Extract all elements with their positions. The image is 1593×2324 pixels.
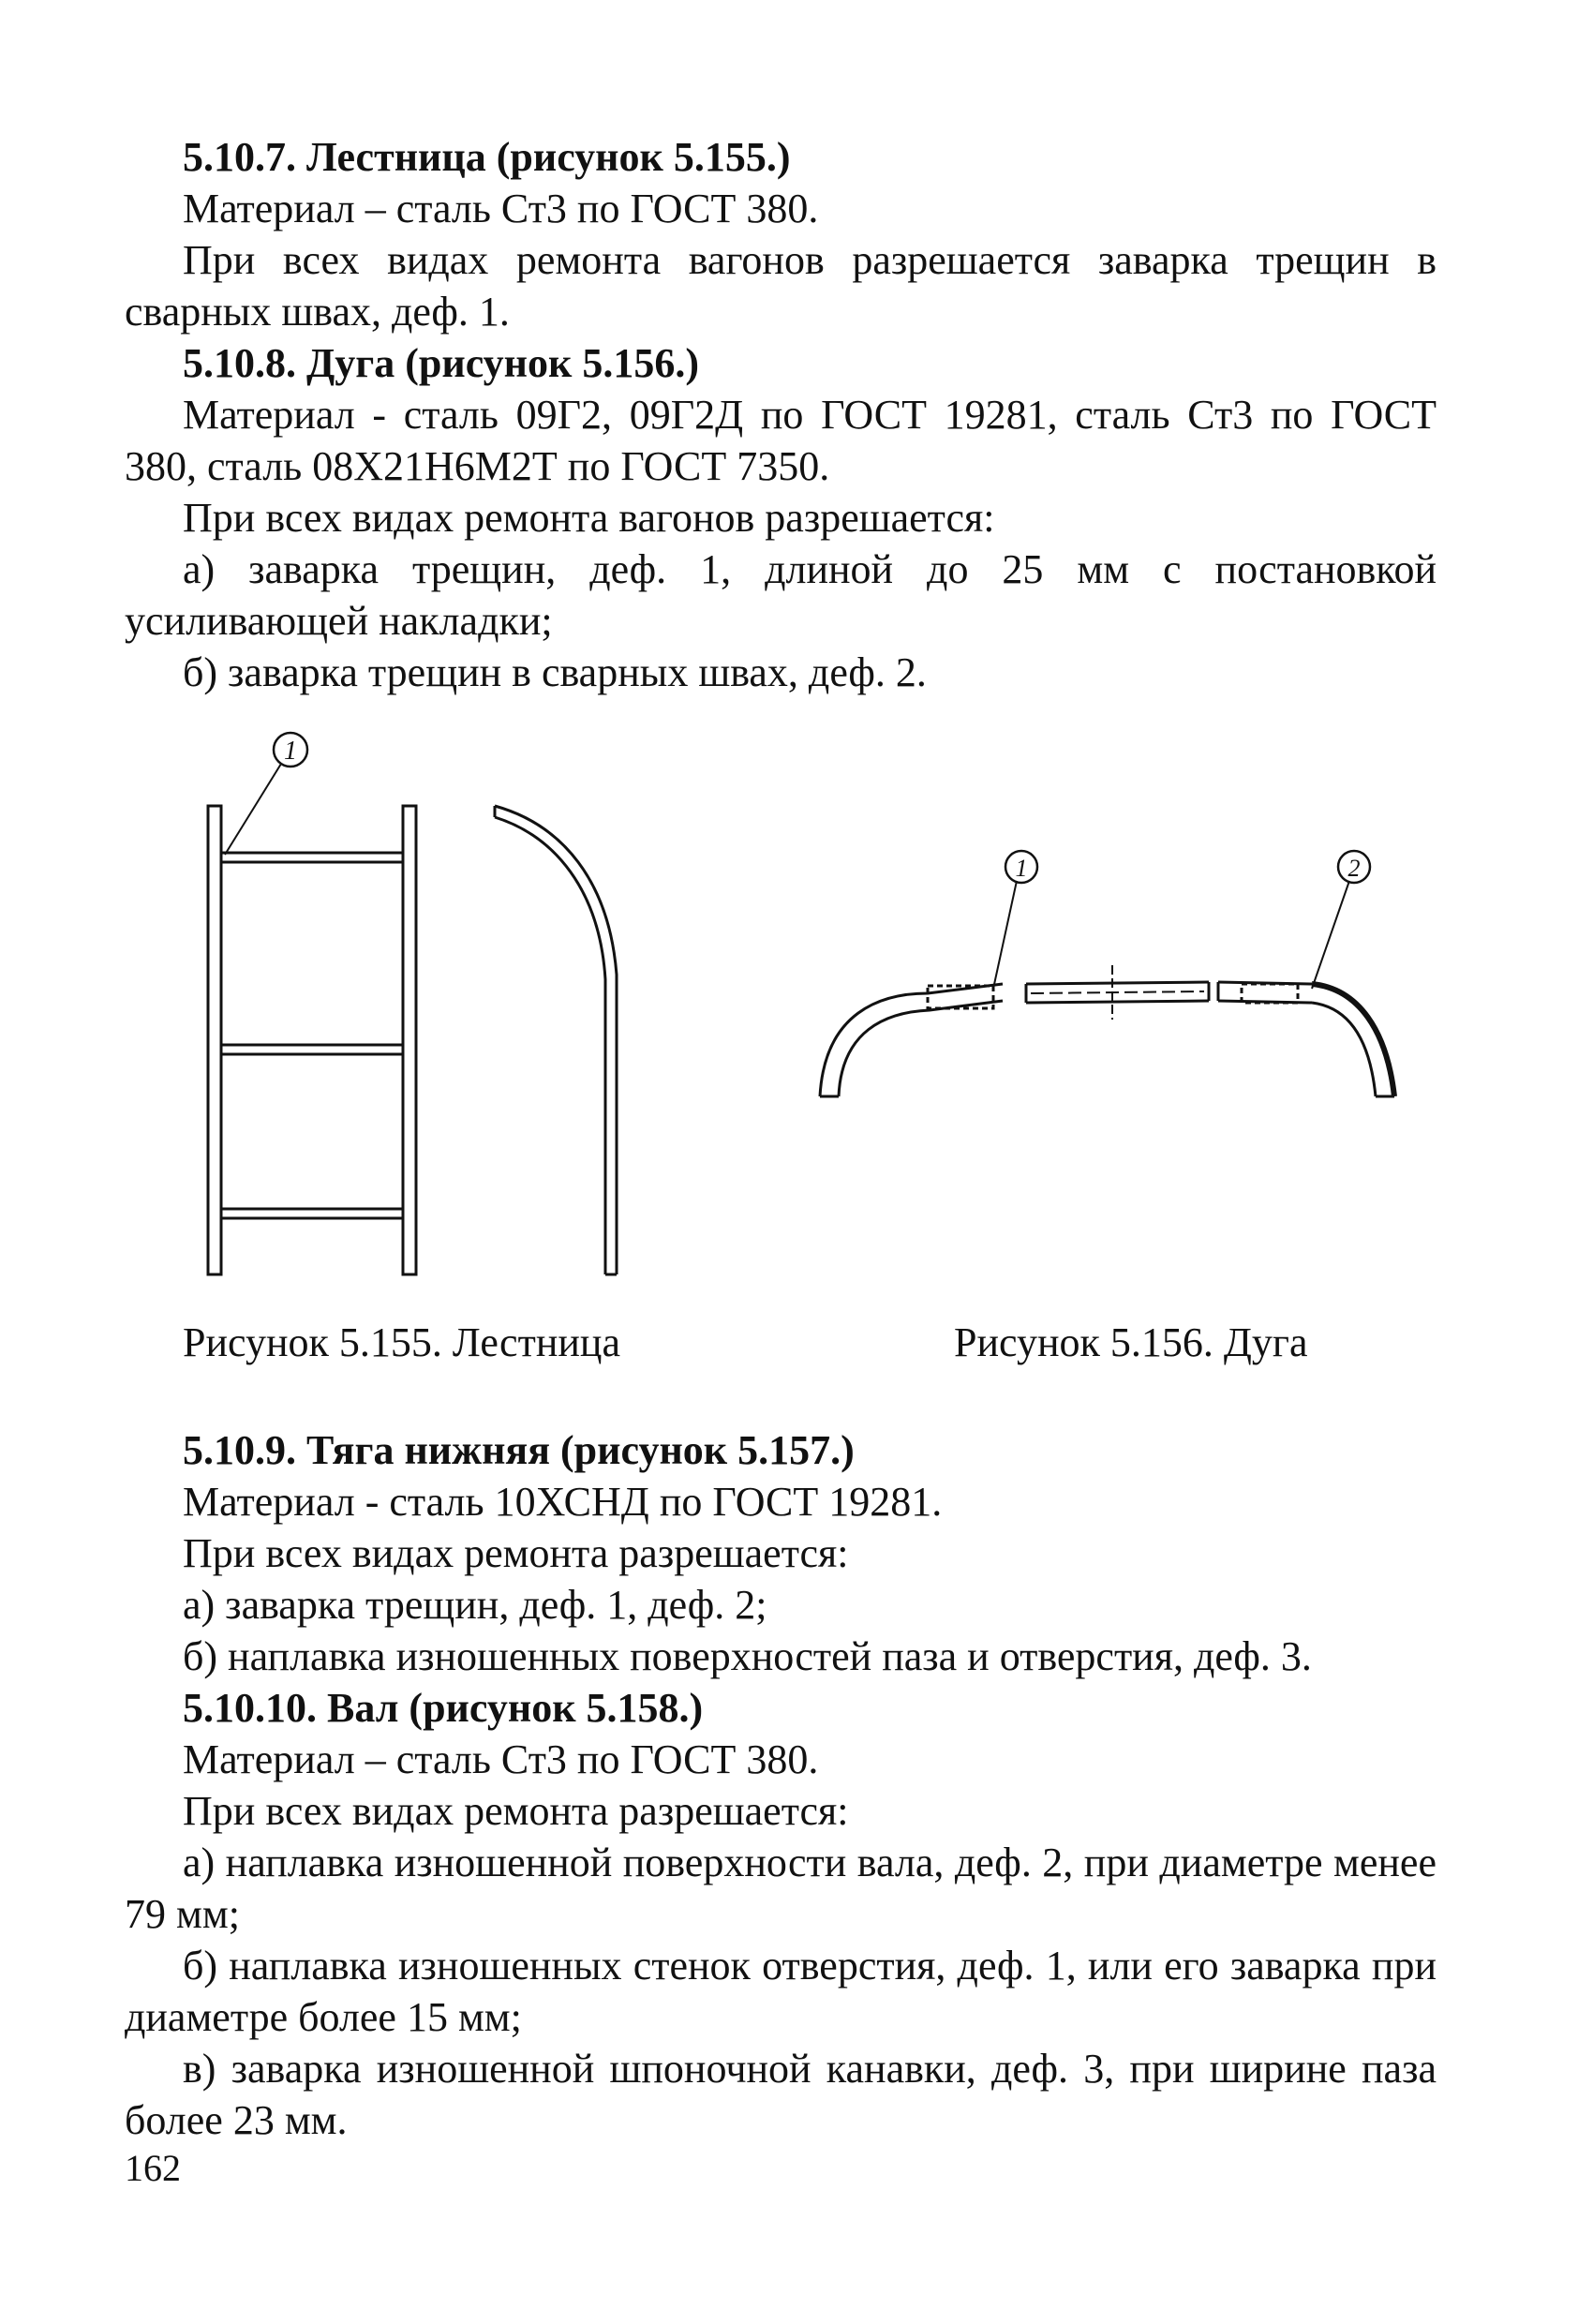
ladder-marker-1-label: 1: [284, 737, 297, 766]
ladder-leader-line: [225, 764, 281, 855]
section-heading-shaft: 5.10.10. Вал (рисунок 5.158.): [183, 1685, 704, 1731]
ladder-left-rail: [208, 806, 221, 1274]
ladder-right-rail: [403, 806, 416, 1274]
shaft-item-c: в) заварка изношенной шпоночной канавки, деф. 3, при ширине паза более 23 мм.: [125, 2046, 1437, 2143]
top-text-block: [125, 131, 1437, 698]
arc-right-outer: [1312, 984, 1394, 1096]
arc-left-inner: [839, 1001, 1003, 1096]
section-heading-lower-rod: 5.10.9. Тяга нижняя (рисунок 5.157.): [183, 1427, 855, 1473]
shaft-material: Материал – сталь Ст3 по ГОСТ 380.: [183, 1736, 819, 1782]
arc-leader-2: [1312, 881, 1349, 989]
shaft-item-b: б) наплавка изношенных стенок отверстия, деф. 1, или его заварка при диаметре более 15 мм;: [125, 1943, 1437, 2040]
figures-area: [0, 712, 1593, 1368]
arc-marker-2-label: 2: [1347, 855, 1361, 882]
arc-right-insert: [1242, 984, 1298, 1003]
bottom-text-block: [125, 1424, 1437, 2146]
ladder-rung-top: [221, 853, 403, 862]
ladder-repair-text: При всех видах ремонта вагонов разрешается заварка трещин в сварных швах, деф. 1.: [125, 237, 1437, 335]
section-heading-ladder: 5.10.7. Лестница (рисунок 5.155.): [183, 134, 791, 180]
arc-marker-1: [1005, 851, 1037, 883]
figures-drawing: [0, 712, 1593, 1368]
ladder-rung-bottom: [221, 1209, 403, 1218]
arc-marker-1-label: 1: [1015, 855, 1028, 882]
arc-center-line: [1031, 991, 1204, 993]
lower-rod-repair-intro: При всех видах ремонта разрешается:: [183, 1530, 849, 1576]
page-number: 162: [125, 2147, 181, 2189]
ladder-material: Материал – сталь Ст3 по ГОСТ 380.: [183, 186, 819, 231]
arc-item-a: а) заварка трещин, деф. 1, длиной до 25 мм с постановкой усиливающей накладки;: [125, 546, 1437, 644]
ladder-rung-middle: [221, 1045, 403, 1054]
caption-fig-155: Рисунок 5.155. Лестница: [183, 1319, 620, 1365]
caption-fig-156: Рисунок 5.156. Дуга: [954, 1319, 1308, 1365]
shaft-repair-intro: При всех видах ремонта разрешается:: [183, 1788, 849, 1834]
arc-repair-intro: При всех видах ремонта вагонов разрешается:: [183, 495, 995, 541]
arc-marker-2: [1338, 851, 1370, 883]
lower-rod-item-b: б) наплавка изношенных поверхностей паза и отверстия, деф. 3.: [183, 1633, 1312, 1679]
ladder-side-profile-outer: [495, 806, 617, 1274]
section-heading-arc: 5.10.8. Дуга (рисунок 5.156.): [183, 340, 700, 386]
lower-rod-item-a: а) заварка трещин, деф. 1, деф. 2;: [183, 1582, 767, 1628]
ladder-side-profile-inner: [495, 817, 605, 1274]
arc-left-outer: [820, 984, 1003, 1096]
arc-material: Материал - сталь 09Г2, 09Г2Д по ГОСТ 19281, сталь Ст3 по ГОСТ 380, сталь 08Х21Н6М2Т по ГОСТ 7350.: [125, 392, 1437, 489]
arc-middle-top: [1026, 982, 1209, 984]
arc-leader-1: [993, 881, 1017, 989]
lower-rod-material: Материал - сталь 10ХСНД по ГОСТ 19281.: [183, 1479, 943, 1525]
arc-figure: [820, 881, 1394, 1096]
arc-item-b: б) заварка трещин в сварных швах, деф. 2.: [183, 649, 927, 695]
arc-middle-bottom: [1026, 1001, 1209, 1003]
shaft-item-a: а) наплавка изношенной поверхности вала, деф. 2, при диаметре менее 79 мм;: [125, 1840, 1437, 1937]
ladder-marker-1: [274, 733, 307, 767]
ladder-figure: [208, 764, 617, 1274]
